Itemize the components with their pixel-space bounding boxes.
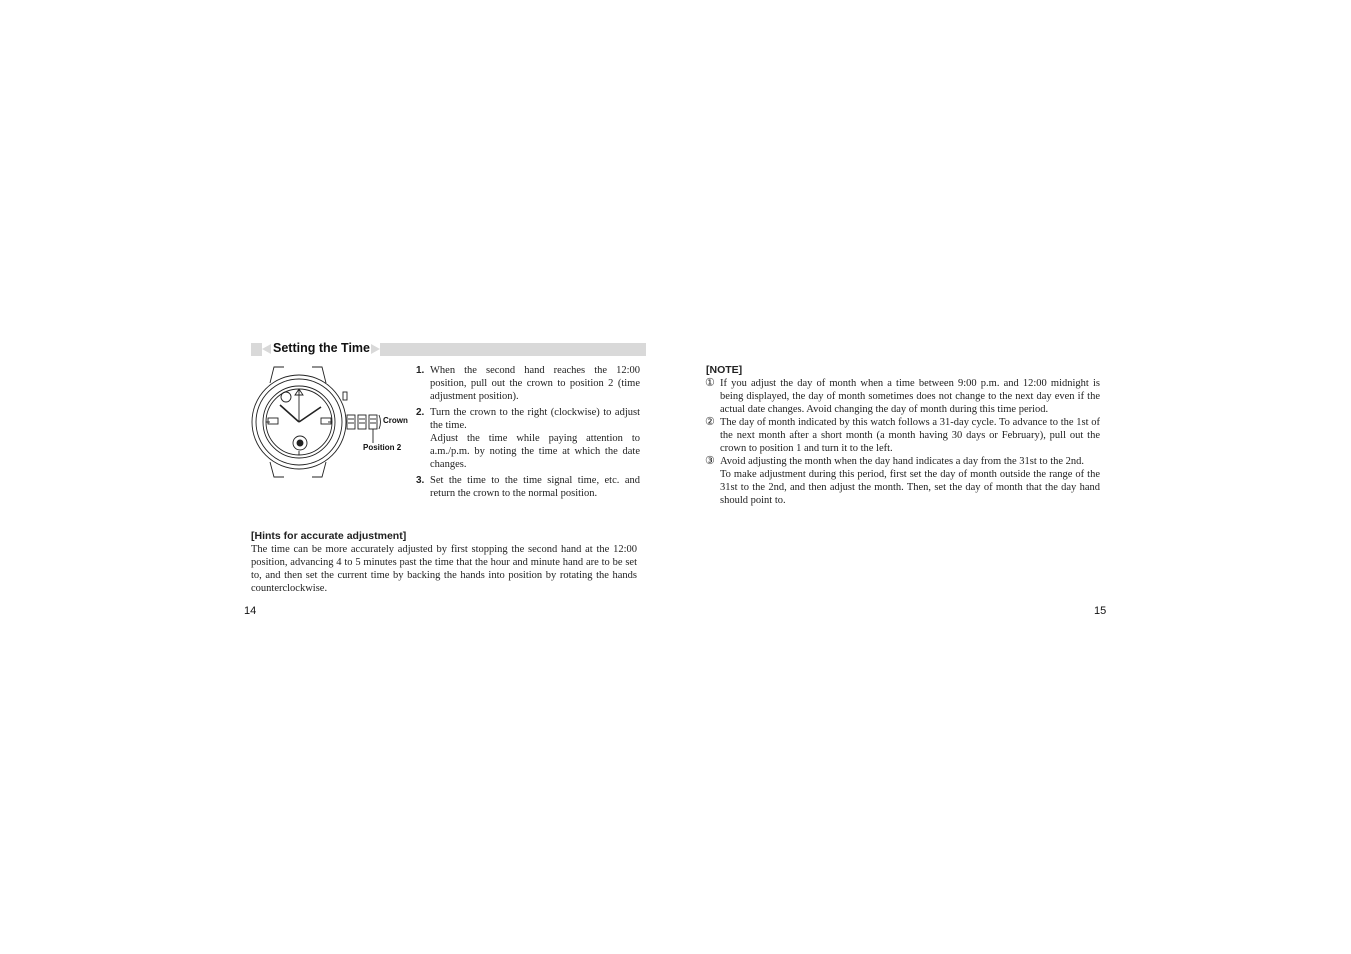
right-arrow-icon <box>371 344 380 354</box>
watch-illustration <box>250 365 420 480</box>
hints-text: The time can be more accurately adjusted by first stopping the second hand at the 12:00 position, advancing 4 to 5 minutes past the time that the hour and minute hand are to be set to, and then set the current time by backing the hands into position by rotating the hands counterclockwise. <box>251 544 637 594</box>
position-label: Position 2 <box>363 443 402 452</box>
note-item <box>705 377 1100 416</box>
notes-list <box>705 377 1100 507</box>
note-item <box>705 416 1100 455</box>
page-number-right: 15 <box>1094 605 1107 617</box>
page-number-left: 14 <box>244 605 257 617</box>
note-marker: ③ <box>705 455 715 467</box>
step-item <box>414 474 640 500</box>
step-number: 2. <box>416 407 425 418</box>
note-text: The day of month indicated by this watch follows a 31-day cycle. To advance to the 1st of the next month after a short month (a month having 30 days or February), pull out the crown to position 1 and turn it to the left. <box>720 417 1100 454</box>
left-arrow-icon <box>262 344 271 354</box>
note-text: Avoid adjusting the month when the day hand indicates a day from the 31st to the 2nd. <box>720 456 1085 467</box>
crown-label: Crown <box>383 416 408 425</box>
step-item <box>414 364 640 403</box>
note-item <box>705 455 1100 507</box>
step-number: 1. <box>416 365 425 376</box>
step-text: Turn the crown to the right (clockwise) to adjust the time. <box>430 407 640 431</box>
note-text: If you adjust the day of month when a time between 9:00 p.m. and 12:00 midnight is being displayed, the day of month sometimes does not change to the next day even if the actual date changes. Avoid changing the day of month during this time period. <box>720 378 1100 415</box>
step-text: Set the time to the time signal time, etc. and return the crown to the normal position. <box>430 475 640 499</box>
step-text: Adjust the time while paying attention to a.m./p.m. by noting the time at which the date changes. <box>430 433 640 470</box>
note-marker: ② <box>705 416 715 428</box>
note-marker: ① <box>705 377 715 389</box>
step-text: When the second hand reaches the 12:00 position, pull out the crown to position 2 (time adjustment position). <box>430 365 640 402</box>
step-number: 3. <box>416 475 425 486</box>
section-title: Setting the Time <box>262 340 380 357</box>
steps-list <box>414 364 640 503</box>
note-title: [NOTE] <box>706 364 743 376</box>
note-text: To make adjustment during this period, first set the day of month outside the range of the 31st to the 2nd, and then adjust the month. Then, set the day of month that the day hand should point to. <box>720 469 1100 506</box>
hints-title: [Hints for accurate adjustment] <box>251 530 407 542</box>
step-item <box>414 406 640 471</box>
